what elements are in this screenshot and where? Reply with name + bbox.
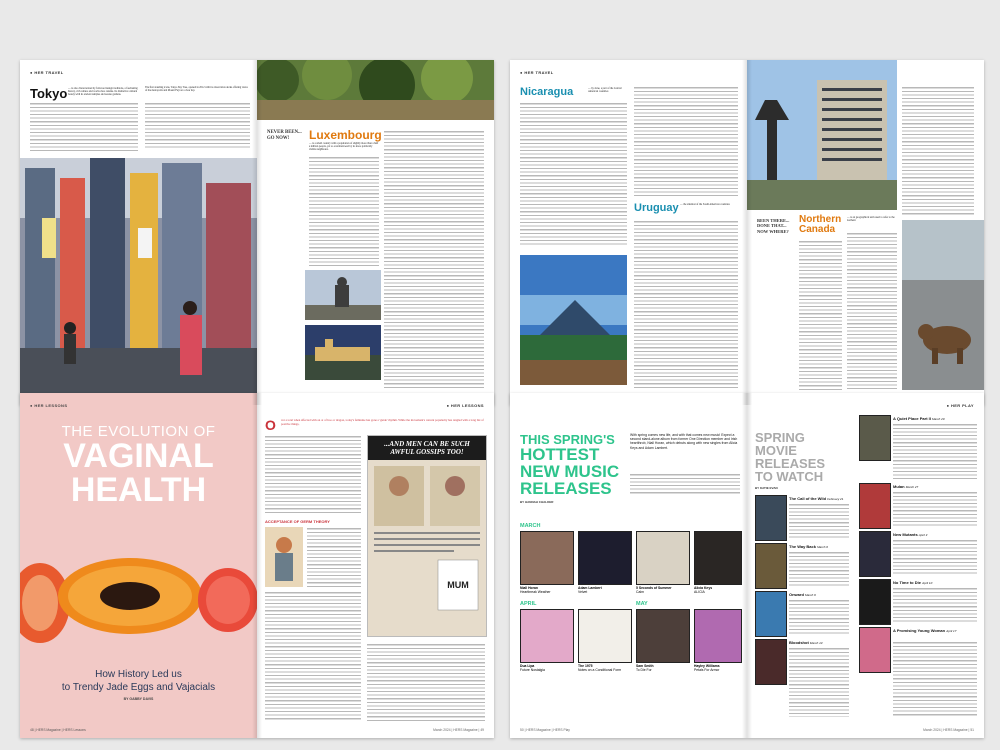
title-line-4: RELEASES (520, 479, 612, 498)
body-text-column (634, 86, 738, 196)
title-line-4: TO WATCH (755, 469, 824, 484)
article-title: Nicaragua (520, 86, 574, 98)
movie-title: A Quiet Place Part II March 20 (893, 416, 945, 421)
page-footer: March 2024 | HERS Magazine | 51 (923, 728, 974, 732)
body-text-column (893, 587, 977, 623)
body-text-column (145, 102, 250, 150)
body-text-column (789, 503, 849, 539)
section-label: ● HER TRAVEL (520, 70, 554, 75)
movie-title: Onward March 6 (789, 592, 816, 597)
spread-nicaragua-uruguay-canada (510, 60, 984, 405)
uruguay-building-photo (747, 60, 897, 210)
movie-poster (859, 531, 891, 577)
statue-photo (305, 270, 381, 320)
album-caption: 5 Seconds of Summer Calm (636, 586, 672, 594)
lede: ver a total when affected with an ot of hoo or dragon, today's feminine has gone a 'guide' rhythm. While the movement's current popularity has tangled with a long list of positive things, (281, 418, 484, 426)
body-column-2: The first standing icons, Tokyo Sky Tree, opened in 2012 with its observation decks offering views of the metropolis and Mount Fuji on a clear day. (145, 86, 248, 93)
movie-poster (859, 415, 891, 461)
body-text-column (367, 643, 485, 723)
article-title: Luxembourg (309, 128, 382, 142)
title-line-2: VAGINAL (63, 437, 214, 475)
article-intro: — is also characterized by followed design traditions, a fascinating history, rich culture and world-class cuisine. Its distinctive cultural beauty with its ancient temples and serene gardens. (68, 87, 138, 97)
movie-title: Bloodshot March 13 (789, 640, 823, 645)
album-caption: Sam Smith To Die For (636, 664, 654, 672)
title-line-2: MOVIE (755, 443, 797, 458)
album-cover (578, 609, 632, 663)
tokyo-street-photo (20, 158, 257, 393)
body-text-column (799, 240, 842, 390)
page-movie-releases (747, 393, 984, 738)
page-footer: March 2024 | HERS Magazine | 49 (433, 728, 484, 732)
subtitle-line-2: to Trendy Jade Eggs and Vajacials (61, 682, 216, 693)
vintage-ad (367, 435, 487, 637)
title-line-1: THE EVOLUTION OF (61, 423, 216, 440)
kicker: BEEN THERE... DONE THAT... NOW WHERE? (757, 218, 790, 234)
album-caption: Hayley Williams Petals For Armor (694, 664, 720, 672)
page-nicaragua-uruguay (510, 60, 747, 405)
castle-photo (305, 325, 381, 380)
page-footer: 48 | HERS Magazine | HERS Lessons (30, 728, 86, 732)
movie-title: The Way Back March 6 (789, 544, 828, 549)
spread-vaginal-health (20, 393, 494, 738)
byline: BY KATIE EVAN (755, 486, 778, 490)
movie-poster (859, 483, 891, 529)
movie-poster (755, 591, 787, 637)
movie-poster (755, 543, 787, 589)
album-cover (520, 609, 574, 663)
spread-music-movies (510, 393, 984, 738)
title-line-3: HEALTH (70, 471, 207, 509)
movie-title: No Time to Die April 10 (893, 580, 933, 585)
body-text-column (634, 220, 738, 390)
byline: BY GABBY DAVIS (123, 697, 154, 701)
svg-text:MUM: MUM (447, 580, 469, 590)
page-vaginal-health-body (257, 393, 494, 738)
subhead: ACCEPTANCE OF GERM THEORY (265, 519, 330, 524)
movie-title: The Call of the Wild February 21 (789, 496, 844, 501)
section-label: ● HER LESSONS (446, 403, 484, 408)
movie-title: New Mutants April 3 (893, 532, 928, 537)
section-label: ● HER TRAVEL (30, 70, 64, 75)
article-title-2: Uruguay (634, 202, 679, 214)
body-text-column (893, 491, 977, 527)
album-cover (694, 531, 742, 585)
body-text-column (384, 130, 484, 390)
movie-title: A Promising Young Woman April 17 (893, 628, 957, 633)
page-music-releases (510, 393, 747, 738)
album-cover (578, 531, 632, 585)
movie-poster (859, 627, 891, 673)
album-caption: Adam Lambert Velvet (578, 586, 602, 594)
month-april: APRIL (520, 601, 537, 607)
article-intro: — is an geographical term used to refer to the northern (847, 216, 895, 223)
album-caption: The 1975 Notes on a Conditional Form (578, 664, 622, 672)
page-luxembourg (257, 60, 494, 405)
body-text-column (789, 647, 849, 717)
vintage-illustration (265, 527, 303, 587)
month-march: MARCH (520, 523, 541, 529)
byline: BY HANNAH CHALKER (520, 500, 554, 504)
movie-poster (755, 639, 787, 685)
page-vaginal-health-cover (20, 393, 257, 738)
page-tokyo (20, 60, 257, 405)
month-may: MAY (636, 601, 648, 607)
ad-title: ...AND MEN CAN BE SUCH AWFUL GOSSIPS TOO! (368, 436, 486, 460)
title-line-1: SPRING (755, 430, 805, 445)
body-text-column (893, 423, 977, 479)
movie-title: Mulan March 27 (893, 484, 919, 489)
body-text-column (893, 539, 977, 575)
title-line-3: RELEASES (755, 456, 826, 471)
body-text-column (307, 527, 361, 587)
volcano-photo (520, 255, 627, 385)
page-footer: 50 | HERS Magazine | HERS Play (520, 728, 570, 732)
article-title: Northern Canada (799, 214, 842, 235)
section-label: ● HER PLAY (946, 403, 974, 408)
subtitle-line-1: How History Led us (95, 669, 182, 680)
album-cover (636, 531, 690, 585)
intro: With spring comes new life, and with that comes new music! Expect a second stand-alone album from former One Direction member and Irish heartthrob, Niall Horan, which debuts along with new singles from Alicia Keys and Adam Lambert. (630, 433, 738, 450)
article-intro-2: — the smallest of the South American countries (680, 203, 730, 206)
bear-photo (902, 220, 984, 390)
body-text-column (30, 102, 138, 152)
spread-tokyo-luxembourg (20, 60, 494, 405)
title-line-2: HOTTEST (520, 445, 600, 464)
title-line-1: THIS SPRING'S (520, 432, 615, 447)
album-caption: Dua Lipa Future Nostalgia (520, 664, 545, 672)
body-text-column (893, 641, 977, 717)
album-caption: Alicia Keys ALICIA (694, 586, 713, 594)
movie-poster (859, 579, 891, 625)
body-text-column (847, 232, 897, 390)
article-intro: — by done, a part of the Central American countries (588, 87, 622, 94)
ad-illustration (368, 460, 486, 620)
album-cover (520, 531, 574, 585)
body-text-column (789, 551, 849, 587)
drop-cap: O (265, 417, 276, 433)
body-text-column (309, 156, 379, 266)
movie-poster (755, 495, 787, 541)
body-text-column (265, 435, 361, 515)
body-text-column (789, 599, 849, 635)
album-cover (636, 609, 690, 663)
body-text-column (902, 86, 974, 216)
album-cover (694, 609, 742, 663)
body-text-column (520, 102, 627, 247)
body-text-column (630, 473, 740, 495)
page-northern-canada (747, 60, 984, 405)
article-intro: — is a small country with a population of slightly more than a half a million people, yet so overshadowed by its more politically visible neighbours. (309, 142, 379, 152)
kicker: NEVER BEEN... GO NOW! (267, 130, 302, 141)
trees-photo (257, 60, 494, 120)
title-line-3: NEW MUSIC (520, 462, 620, 481)
album-caption: Niall Horan Heartbreak Weather (520, 586, 551, 594)
article-title: Tokyo (30, 86, 68, 101)
section-label: ● HER LESSONS (30, 403, 68, 408)
body-text-column (265, 591, 361, 721)
papaya-photo (20, 528, 257, 663)
